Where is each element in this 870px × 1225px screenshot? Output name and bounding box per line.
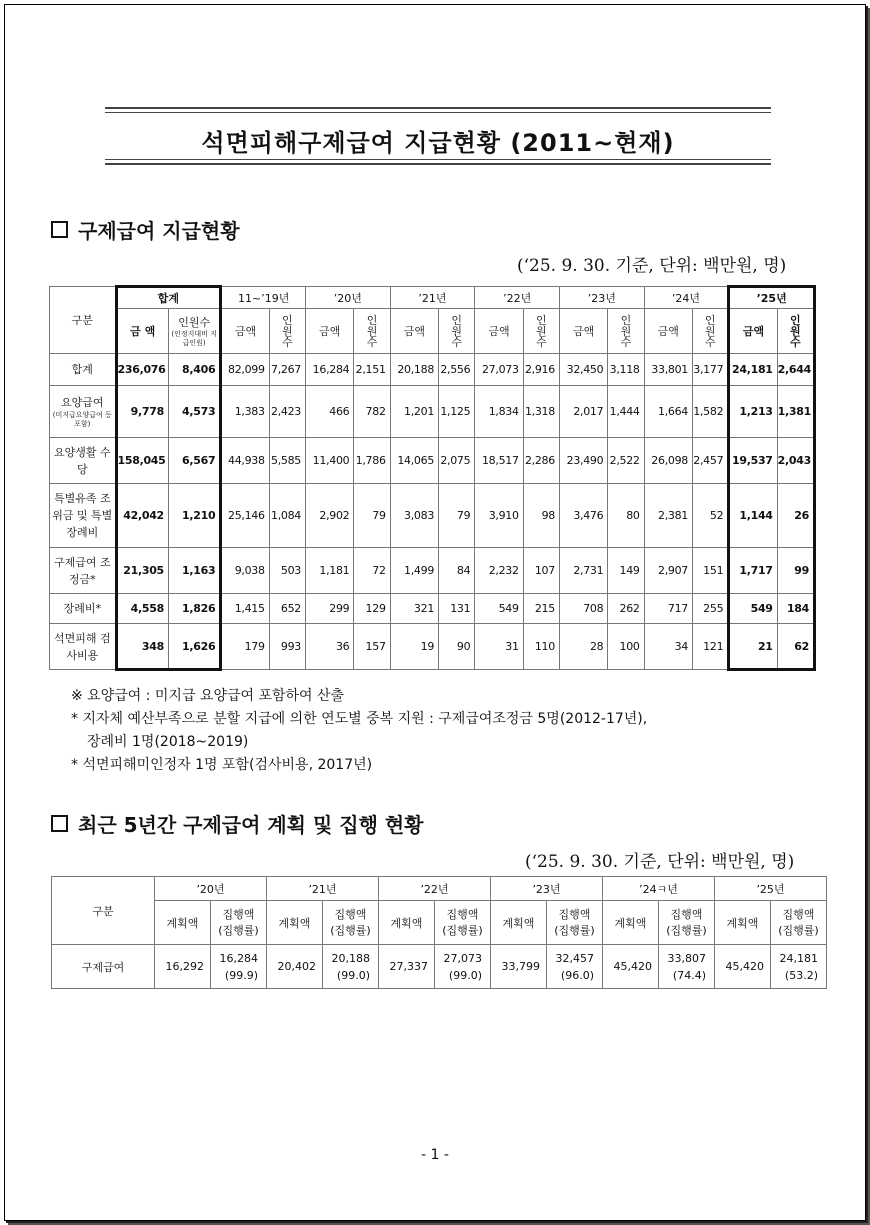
table-cell: 20,188: [390, 354, 438, 386]
exec-rate: (99.0): [336, 968, 370, 982]
plan-cell: 27,337: [379, 945, 435, 989]
table-cell: 179: [221, 624, 269, 670]
table-cell: 80: [608, 484, 644, 548]
table-cell: 993: [269, 624, 305, 670]
table-cell: 2,556: [439, 354, 475, 386]
total-count-header: [168, 309, 220, 354]
title-box: [105, 107, 771, 165]
plan-header: 계획액: [491, 901, 547, 945]
table-cell: 52: [693, 484, 729, 548]
section1-heading-text: 구제급여 지급현황: [78, 219, 240, 243]
table-cell: 2,522: [608, 438, 644, 484]
table-cell: 1,383: [221, 386, 269, 438]
table-cell: 1,786: [354, 438, 390, 484]
amount-header: 금액: [644, 309, 692, 354]
table-cell: 503: [269, 548, 305, 594]
table-row: [50, 386, 815, 438]
table1-corner: 구분: [50, 287, 117, 354]
exec-rate-label: (집행률): [218, 923, 259, 937]
row-label-text: 석면피해 검사비용: [53, 631, 111, 662]
table-cell: 99: [777, 548, 814, 594]
row-label: 구제급여: [52, 945, 155, 989]
table-cell: 262: [608, 594, 644, 624]
table-cell: 5,585: [269, 438, 305, 484]
table-cell: 158,045: [116, 438, 168, 484]
amount-header: 금액: [390, 309, 438, 354]
year-header: ’23년: [559, 287, 644, 309]
table-cell: 1,717: [729, 548, 777, 594]
plan-cell: 33,799: [491, 945, 547, 989]
table-cell: 98: [523, 484, 559, 548]
row-label-note: (미지급요양급여 등 포함): [52, 411, 112, 428]
table-cell: 4,573: [168, 386, 220, 438]
section2-heading: [51, 809, 424, 838]
table-cell: 1,381: [777, 386, 814, 438]
table-cell: 2,017: [559, 386, 607, 438]
table-cell: 27,073: [475, 354, 523, 386]
table-cell: 8,406: [168, 354, 220, 386]
table-cell: 34: [644, 624, 692, 670]
exec-header: [323, 901, 379, 945]
table-cell: 215: [523, 594, 559, 624]
exec-header: [547, 901, 603, 945]
table-cell: 7,267: [269, 354, 305, 386]
table-cell: 1,834: [475, 386, 523, 438]
table-cell: 32,450: [559, 354, 607, 386]
exec-rate-label: (집행률): [666, 923, 707, 937]
row-label-text: 요양생활 수당: [53, 445, 111, 476]
amount-header: 금액: [559, 309, 607, 354]
table-cell: 44,938: [221, 438, 269, 484]
table-cell: 1,144: [729, 484, 777, 548]
table-cell: 549: [729, 594, 777, 624]
count-header: 인 원 수: [439, 309, 475, 354]
table2-corner: 구분: [52, 877, 155, 945]
table-cell: 1,201: [390, 386, 438, 438]
plan-cell: 45,420: [603, 945, 659, 989]
plan-cell: 16,292: [155, 945, 211, 989]
exec-rate: (96.0): [560, 968, 594, 982]
count-header: 인 원 수: [354, 309, 390, 354]
footnote: ※ 요양급여 : 미지급 요양급여 포함하여 산출: [71, 688, 345, 704]
total-header: 합계: [116, 287, 221, 309]
table-cell: 717: [644, 594, 692, 624]
table-cell: 9,038: [221, 548, 269, 594]
table-cell: 1,499: [390, 548, 438, 594]
row-label-text: 요양급여: [61, 396, 104, 409]
document-page: [4, 4, 866, 1221]
table-cell: 23,490: [559, 438, 607, 484]
table-cell: 21,305: [116, 548, 168, 594]
exec-label: 집행액: [782, 907, 815, 921]
table-cell: 348: [116, 624, 168, 670]
table-cell: 90: [439, 624, 475, 670]
table-cell: 255: [693, 594, 729, 624]
exec-rate-label: (집행률): [554, 923, 595, 937]
table-cell: 1,415: [221, 594, 269, 624]
row-label: [50, 386, 117, 438]
page-number: - 1 -: [421, 1147, 449, 1163]
table-cell: 2,457: [693, 438, 729, 484]
year-header: ’22년: [379, 877, 491, 901]
table-cell: 3,910: [475, 484, 523, 548]
section2-heading-text: 최근 5년간 구제급여 계획 및 집행 현황: [78, 813, 424, 837]
table-cell: 3,118: [608, 354, 644, 386]
table-cell: 25,146: [221, 484, 269, 548]
exec-rate-label: (집행률): [330, 923, 371, 937]
exec-cell: [547, 945, 603, 989]
table-cell: 11,400: [306, 438, 354, 484]
table-cell: 2,286: [523, 438, 559, 484]
exec-rate: (99.9): [224, 968, 258, 982]
plan-header: 계획액: [155, 901, 211, 945]
table-cell: 1,664: [644, 386, 692, 438]
exec-header: [435, 901, 491, 945]
table-cell: 16,284: [306, 354, 354, 386]
exec-label: 집행액: [334, 907, 367, 921]
table-cell: 2,916: [523, 354, 559, 386]
table-cell: 2,151: [354, 354, 390, 386]
exec-cell: [659, 945, 715, 989]
row-label: [50, 548, 117, 594]
exec-value: 27,073: [443, 951, 482, 965]
table-cell: 1,826: [168, 594, 220, 624]
year-header: ’24년: [644, 287, 729, 309]
exec-cell: [771, 945, 827, 989]
row-label-text: 장례비*: [63, 602, 101, 615]
footnote: * 석면피해미인정자 1명 포함(검사비용, 2017년): [71, 757, 373, 773]
table-cell: 652: [269, 594, 305, 624]
exec-header: [771, 901, 827, 945]
table-cell: 1,213: [729, 386, 777, 438]
section1-heading: [51, 215, 240, 244]
table-cell: 131: [439, 594, 475, 624]
table-cell: 2,907: [644, 548, 692, 594]
row-label-text: 특별유족 조위금 및 특별장례비: [52, 492, 113, 539]
table-row: [50, 438, 815, 484]
exec-cell: [435, 945, 491, 989]
table-cell: 1,444: [608, 386, 644, 438]
amount-header: 금액: [729, 309, 777, 354]
table-cell: 110: [523, 624, 559, 670]
table-cell: 2,731: [559, 548, 607, 594]
table-cell: 79: [439, 484, 475, 548]
total-count-label: 인원수: [178, 316, 211, 329]
table-cell: 19,537: [729, 438, 777, 484]
year-header: ’22년: [475, 287, 560, 309]
exec-header: [211, 901, 267, 945]
table-cell: 26: [777, 484, 814, 548]
exec-label: 집행액: [558, 907, 591, 921]
exec-cell: [323, 945, 379, 989]
footnote: * 지자체 예산부족으로 분할 지급에 의한 연도별 중복 지원 : 구제급여조정금 5명(2012-17년),: [71, 711, 648, 727]
exec-rate-label: (집행률): [778, 923, 819, 937]
table-cell: 151: [693, 548, 729, 594]
exec-value: 32,457: [555, 951, 594, 965]
checkbox-square-icon: [51, 221, 68, 238]
count-header: 인 원 수: [693, 309, 729, 354]
plan-execution-table: [51, 876, 827, 989]
table-cell: 19: [390, 624, 438, 670]
count-header: 인 원 수: [608, 309, 644, 354]
amount-header: 금액: [221, 309, 269, 354]
table-cell: 36: [306, 624, 354, 670]
table-row: [50, 484, 815, 548]
table-cell: 2,423: [269, 386, 305, 438]
section1-basis: (‘25. 9. 30. 기준, 단위: 백만원, 명): [517, 256, 787, 276]
table-cell: 18,517: [475, 438, 523, 484]
table-cell: 3,476: [559, 484, 607, 548]
plan-header: 계획액: [603, 901, 659, 945]
table-cell: 129: [354, 594, 390, 624]
exec-rate-label: (집행률): [442, 923, 483, 937]
year-header: ’24ㅋ년: [603, 877, 715, 901]
footnote: 장례비 1명(2018~2019): [87, 734, 249, 750]
year-header: ’20년: [155, 877, 267, 901]
section2-basis: (‘25. 9. 30. 기준, 단위: 백만원, 명): [525, 852, 795, 872]
table-cell: 2,043: [777, 438, 814, 484]
table-cell: 3,083: [390, 484, 438, 548]
year-header: ’25년: [715, 877, 827, 901]
row-label-text: 합계: [71, 363, 93, 376]
table-cell: 42,042: [116, 484, 168, 548]
row-label: [50, 438, 117, 484]
table-cell: 33,801: [644, 354, 692, 386]
table-row: [50, 624, 815, 670]
table-cell: 1,125: [439, 386, 475, 438]
row-label-text: 구제급여 조정금*: [53, 555, 111, 586]
exec-rate: (99.0): [448, 968, 482, 982]
year-header: ’21년: [267, 877, 379, 901]
amount-header: 금액: [306, 309, 354, 354]
table-cell: 28: [559, 624, 607, 670]
table-cell: 3,177: [693, 354, 729, 386]
exec-rate: (53.2): [784, 968, 818, 982]
year-header: ’20년: [306, 287, 391, 309]
table-cell: 84: [439, 548, 475, 594]
plan-cell: 45,420: [715, 945, 771, 989]
row-label: [50, 594, 117, 624]
exec-rate: (74.4): [672, 968, 706, 982]
table-cell: 1,582: [693, 386, 729, 438]
plan-header: 계획액: [267, 901, 323, 945]
count-header: 인 원 수: [777, 309, 814, 354]
row-label: [50, 484, 117, 548]
table-cell: 62: [777, 624, 814, 670]
total-count-note: (인정지대비 지급인원): [171, 330, 217, 347]
page-title: 석면피해구제급여 지급현황 (2011~현재): [201, 129, 675, 157]
table-cell: 2,381: [644, 484, 692, 548]
table-cell: 121: [693, 624, 729, 670]
row-label: [50, 354, 117, 386]
table-cell: 72: [354, 548, 390, 594]
table-cell: 1,084: [269, 484, 305, 548]
table-cell: 1,626: [168, 624, 220, 670]
table-cell: 157: [354, 624, 390, 670]
table-cell: 24,181: [729, 354, 777, 386]
table-cell: 14,065: [390, 438, 438, 484]
exec-label: 집행액: [222, 907, 255, 921]
table-cell: 708: [559, 594, 607, 624]
year-header: ’23년: [491, 877, 603, 901]
exec-cell: [211, 945, 267, 989]
table-cell: 4,558: [116, 594, 168, 624]
checkbox-square-icon: [51, 815, 68, 832]
count-header: 인 원 수: [523, 309, 559, 354]
exec-label: 집행액: [670, 907, 703, 921]
footnotes: [71, 685, 647, 777]
plan-header: 계획액: [715, 901, 771, 945]
exec-value: 33,807: [667, 951, 706, 965]
year-header: ’25년: [729, 287, 815, 309]
table-cell: 9,778: [116, 386, 168, 438]
total-amount-header: 금 액: [116, 309, 168, 354]
table-cell: 31: [475, 624, 523, 670]
table-cell: 1,210: [168, 484, 220, 548]
table-cell: 82,099: [221, 354, 269, 386]
table-cell: 26,098: [644, 438, 692, 484]
payment-status-table: [49, 285, 816, 671]
table-cell: 299: [306, 594, 354, 624]
table-cell: 2,644: [777, 354, 814, 386]
year-header: 11~’19년: [221, 287, 306, 309]
amount-header: 금액: [475, 309, 523, 354]
exec-value: 24,181: [779, 951, 818, 965]
table-cell: 466: [306, 386, 354, 438]
plan-cell: 20,402: [267, 945, 323, 989]
table-cell: 21: [729, 624, 777, 670]
table-cell: 321: [390, 594, 438, 624]
exec-value: 16,284: [219, 951, 258, 965]
table-cell: 149: [608, 548, 644, 594]
exec-label: 집행액: [446, 907, 479, 921]
count-header: 인 원 수: [269, 309, 305, 354]
exec-value: 20,188: [331, 951, 370, 965]
exec-header: [659, 901, 715, 945]
table-cell: 236,076: [116, 354, 168, 386]
table-cell: 184: [777, 594, 814, 624]
table-cell: 107: [523, 548, 559, 594]
table-cell: 6,567: [168, 438, 220, 484]
table-row: [50, 354, 815, 386]
table-cell: 2,902: [306, 484, 354, 548]
table-row: [50, 594, 815, 624]
table-row: [50, 548, 815, 594]
table-cell: 1,163: [168, 548, 220, 594]
table-cell: 79: [354, 484, 390, 548]
row-label: [50, 624, 117, 670]
table-cell: 2,232: [475, 548, 523, 594]
plan-header: 계획액: [379, 901, 435, 945]
year-header: ’21년: [390, 287, 475, 309]
table-cell: 549: [475, 594, 523, 624]
table-cell: 1,318: [523, 386, 559, 438]
table-cell: 2,075: [439, 438, 475, 484]
table-cell: 100: [608, 624, 644, 670]
table-cell: 782: [354, 386, 390, 438]
table-cell: 1,181: [306, 548, 354, 594]
